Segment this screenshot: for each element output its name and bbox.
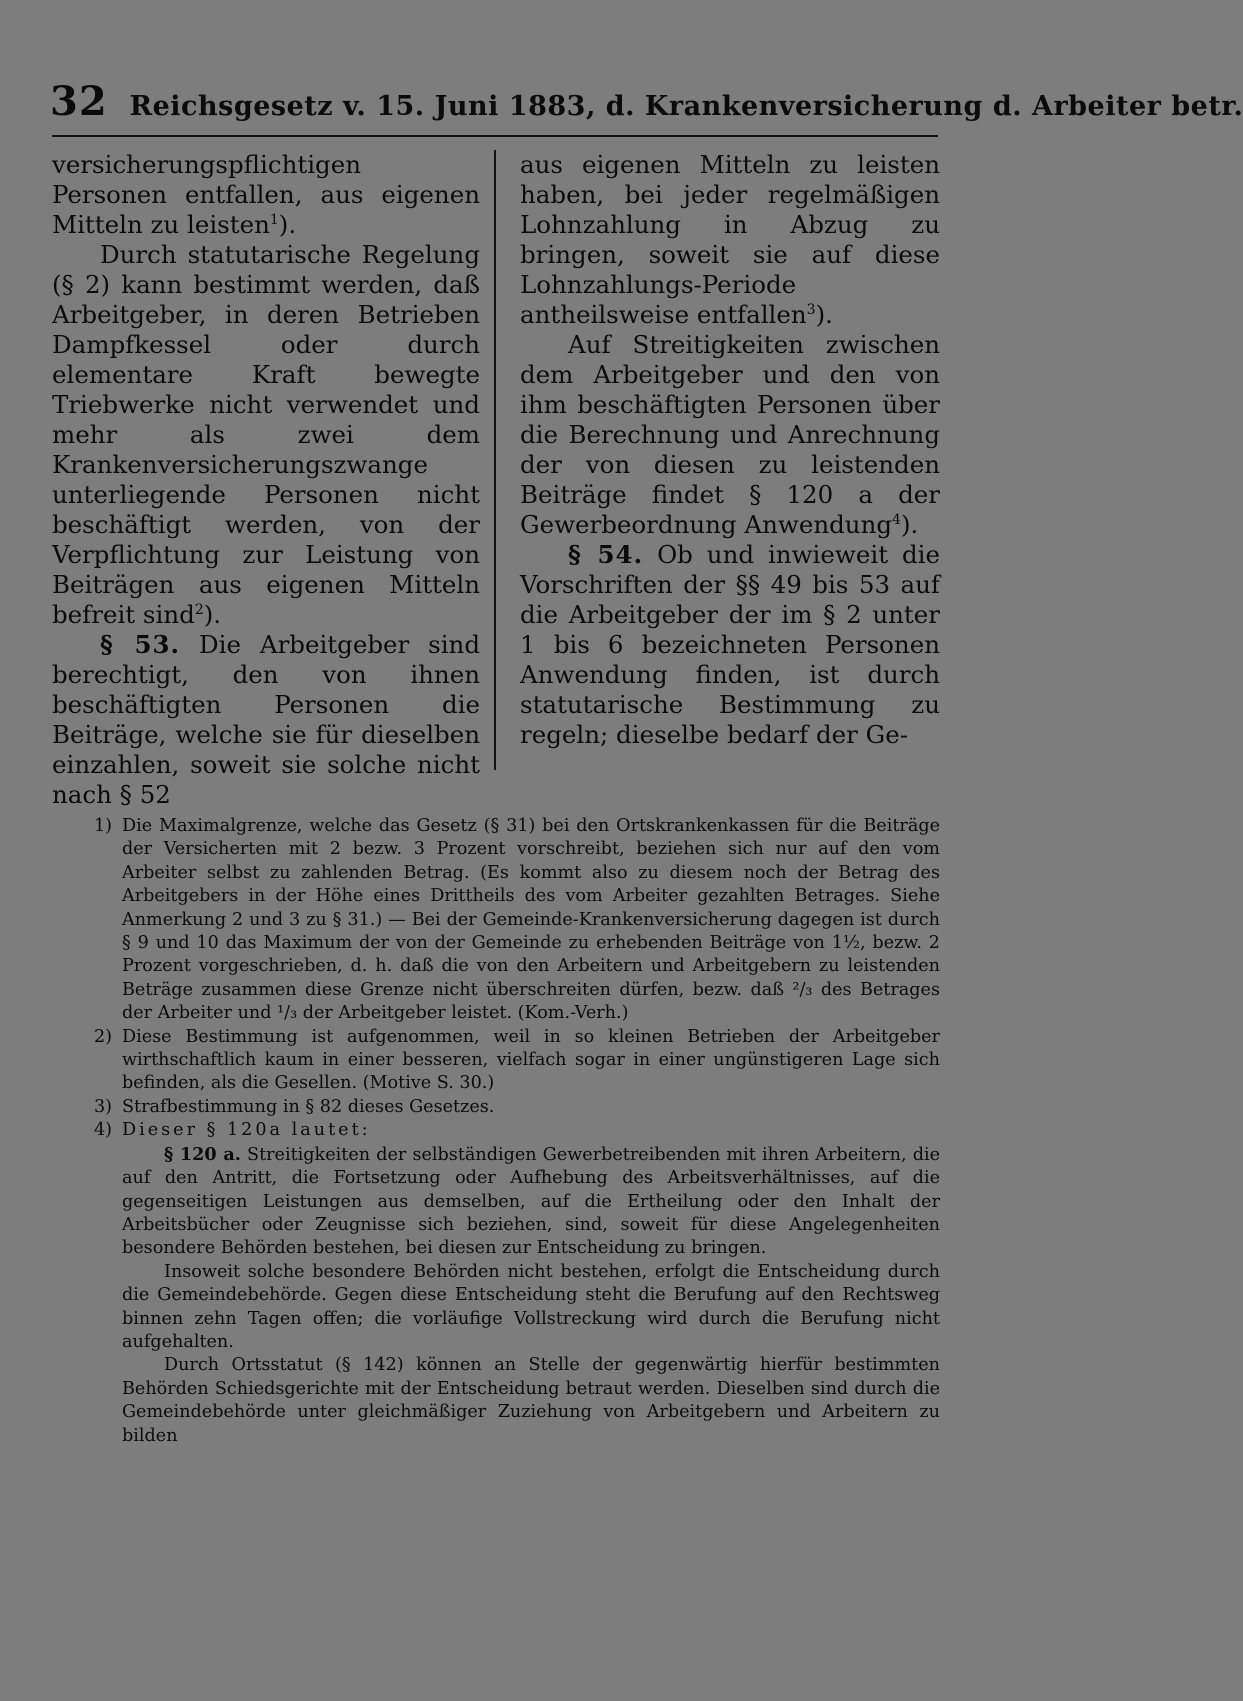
footnote-number: 3) — [93, 1096, 112, 1117]
footnote-text — [122, 1119, 940, 1448]
quote-paragraph-1: § 120 a. Streitigkeiten der selbständigen Gewerbetreibenden mit ihren Arbeitern, die auf den Antritt, die Fortsetzung oder Aufhebung des Arbeitsverhältnisses, auf die gegenseitigen Leistungen aus demselben, auf die Ertheilung oder den Inhalt der Arbeitsbücher oder Zeugnisse sich beziehen, sind, soweit für diese Angelegenheiten besondere Behörden bestehen, bei diesen zur Entscheidung zu bringen. — [122, 1143, 941, 1259]
page-number: 32 — [50, 78, 108, 125]
left-paragraph-2: Durch statutarische Regelung (§ 2) kann bestimmt werden, daß Arbeitgeber, in deren Betrieben Dampfkessel oder durch elementare Kraft bewegte Triebwerke nicht verwendet und mehr als zwei dem Krankenversicherungszwange unterliegende Personen nicht beschäftigt werden, von der Verpflichtung zur Leistung von Beiträgen aus eigenen Mitteln befreit sind$^2$). — [52, 240, 480, 629]
footnote-2 — [82, 1026, 940, 1096]
footnote-number: 1) — [93, 816, 112, 836]
footnote-ref-1: 1 — [269, 211, 279, 228]
footnote-3 — [82, 1096, 940, 1119]
quote-paragraph-2: Insoweit solche besondere Behörden nicht bestehen, erfolgt die Entscheidung durch die Gemeindebehörde. Gegen diese Entscheidung steht die Berufung auf den Rechtsweg binnen zehn Tagen offen; die vorläufige Vollstreckung wird durch die Berufung nicht aufgehalten. — [122, 1261, 940, 1352]
quote-paragraph-3: Durch Ortsstatut (§ 142) können an Stelle der gegenwärtig hierfür bestimmten Behörden Schiedsgerichte mit der Entscheidung betraut werden. Dieselben sind durch die Gemeindebehörde unter gleichmäßiger Zuziehung von Arbeitgebern und Arbeitern zu bilden — [122, 1355, 940, 1446]
left-column — [52, 150, 480, 809]
footnote-text: Diese Bestimmung ist aufgenommen, weil in so kleinen Betrieben der Arbeitgeber wirthschaftlich kaum in einer besseren, vielfach sogar in einer ungünstigeren Lage sich befinden, als die Gesellen. (Motive S. 30.) — [122, 1026, 940, 1094]
section-54-label: § 54. — [568, 540, 644, 569]
footnote-number: 4) — [93, 1120, 112, 1141]
right-column — [520, 150, 940, 770]
quote-label: § 120 a. — [164, 1143, 241, 1165]
left-paragraph-1: versicherungspflichtigen Personen entfallen, aus eigenen Mitteln zu leisten$^1$). — [52, 150, 480, 239]
quoted-section-120a — [122, 1143, 940, 1448]
footnote-ref-4: 4 — [892, 511, 901, 528]
running-title: Reichsgesetz v. 15. Juni 1883, d. Krankenversicherung d. Arbeiter betr. — [129, 91, 1243, 122]
running-head — [50, 78, 1243, 130]
footnote-text: Strafbestimmung in § 82 dieses Gesetzes. — [122, 1096, 495, 1117]
footnotes — [82, 815, 940, 1515]
header-rule — [52, 135, 938, 137]
right-paragraph-1: aus eigenen Mitteln zu leisten haben, bei jeder regelmäßigen Lohnzahlung in Abzug zu bringen, soweit sie auf diese Lohnzahlungs-Periode antheilsweise entfallen$^3$). — [520, 150, 940, 329]
footnote-ref-2: 2 — [194, 601, 204, 618]
footnote-ref-3: 3 — [806, 301, 816, 318]
footnote-4 — [82, 1119, 940, 1448]
footnote-text: Die Maximalgrenze, welche das Gesetz (§ 31) bei den Ortskrankenkassen für die Beiträge der Versicherten mit 2 bezw. 3 Prozent vorschreibt, beziehen sich nur auf den vom Arbeiter selbst zu zahlenden Betrag. (Es kommt also zu diesem noch der Betrag des Arbeitgebers in der Höhe eines Drittheils des vom Arbeiter gezahlten Betrages. Siehe Anmerkung 2 und 3 zu § 31.) — Bei der Gemeinde-Krankenversicherung dagegen ist durch § 9 und 10 das Maximum der von der Gemeinde zu erhebenden Beiträge von 1½, bezw. 2 Prozent vorgeschrieben, d. h. daß die von den Arbeitern und Arbeitgebern zu leistenden Beträge zusammen diese Grenze nicht überschreiten dürfen, bezw. daß ²/₃ des Betrages der Arbeiter und ¹/₃ der Arbeitgeber leistet. (Kom.-Verh.) — [122, 816, 940, 1024]
footnote-1 — [82, 815, 940, 1026]
section-53: § 53. Die Arbeitgeber sind berechtigt, den von ihnen beschäftigten Personen die Beiträge, welche sie für dieselben einzahlen, soweit sie solche nicht nach § 52 — [52, 630, 480, 809]
column-divider — [494, 150, 496, 770]
right-paragraph-2: Auf Streitigkeiten zwischen dem Arbeitgeber und den von ihm beschäftigten Personen über die Berechnung und Anrechnung der von diesen zu leistenden Beiträge findet § 120 a der Gewerbeordnung Anwendung$^4$). — [520, 330, 940, 539]
section-53-label: § 53. — [100, 630, 181, 659]
footnote-number: 2) — [93, 1026, 112, 1047]
footnote-4-intro: Dieser § 120a lautet: — [122, 1120, 371, 1141]
section-54: § 54. Ob und inwieweit die Vorschriften der §§ 49 bis 53 auf die Arbeitgeber der im § 2 unter 1 bis 6 bezeichneten Personen Anwendung finden, ist durch statutarische Bestimmung zu regeln; dieselbe bedarf der Ge- — [520, 540, 941, 749]
